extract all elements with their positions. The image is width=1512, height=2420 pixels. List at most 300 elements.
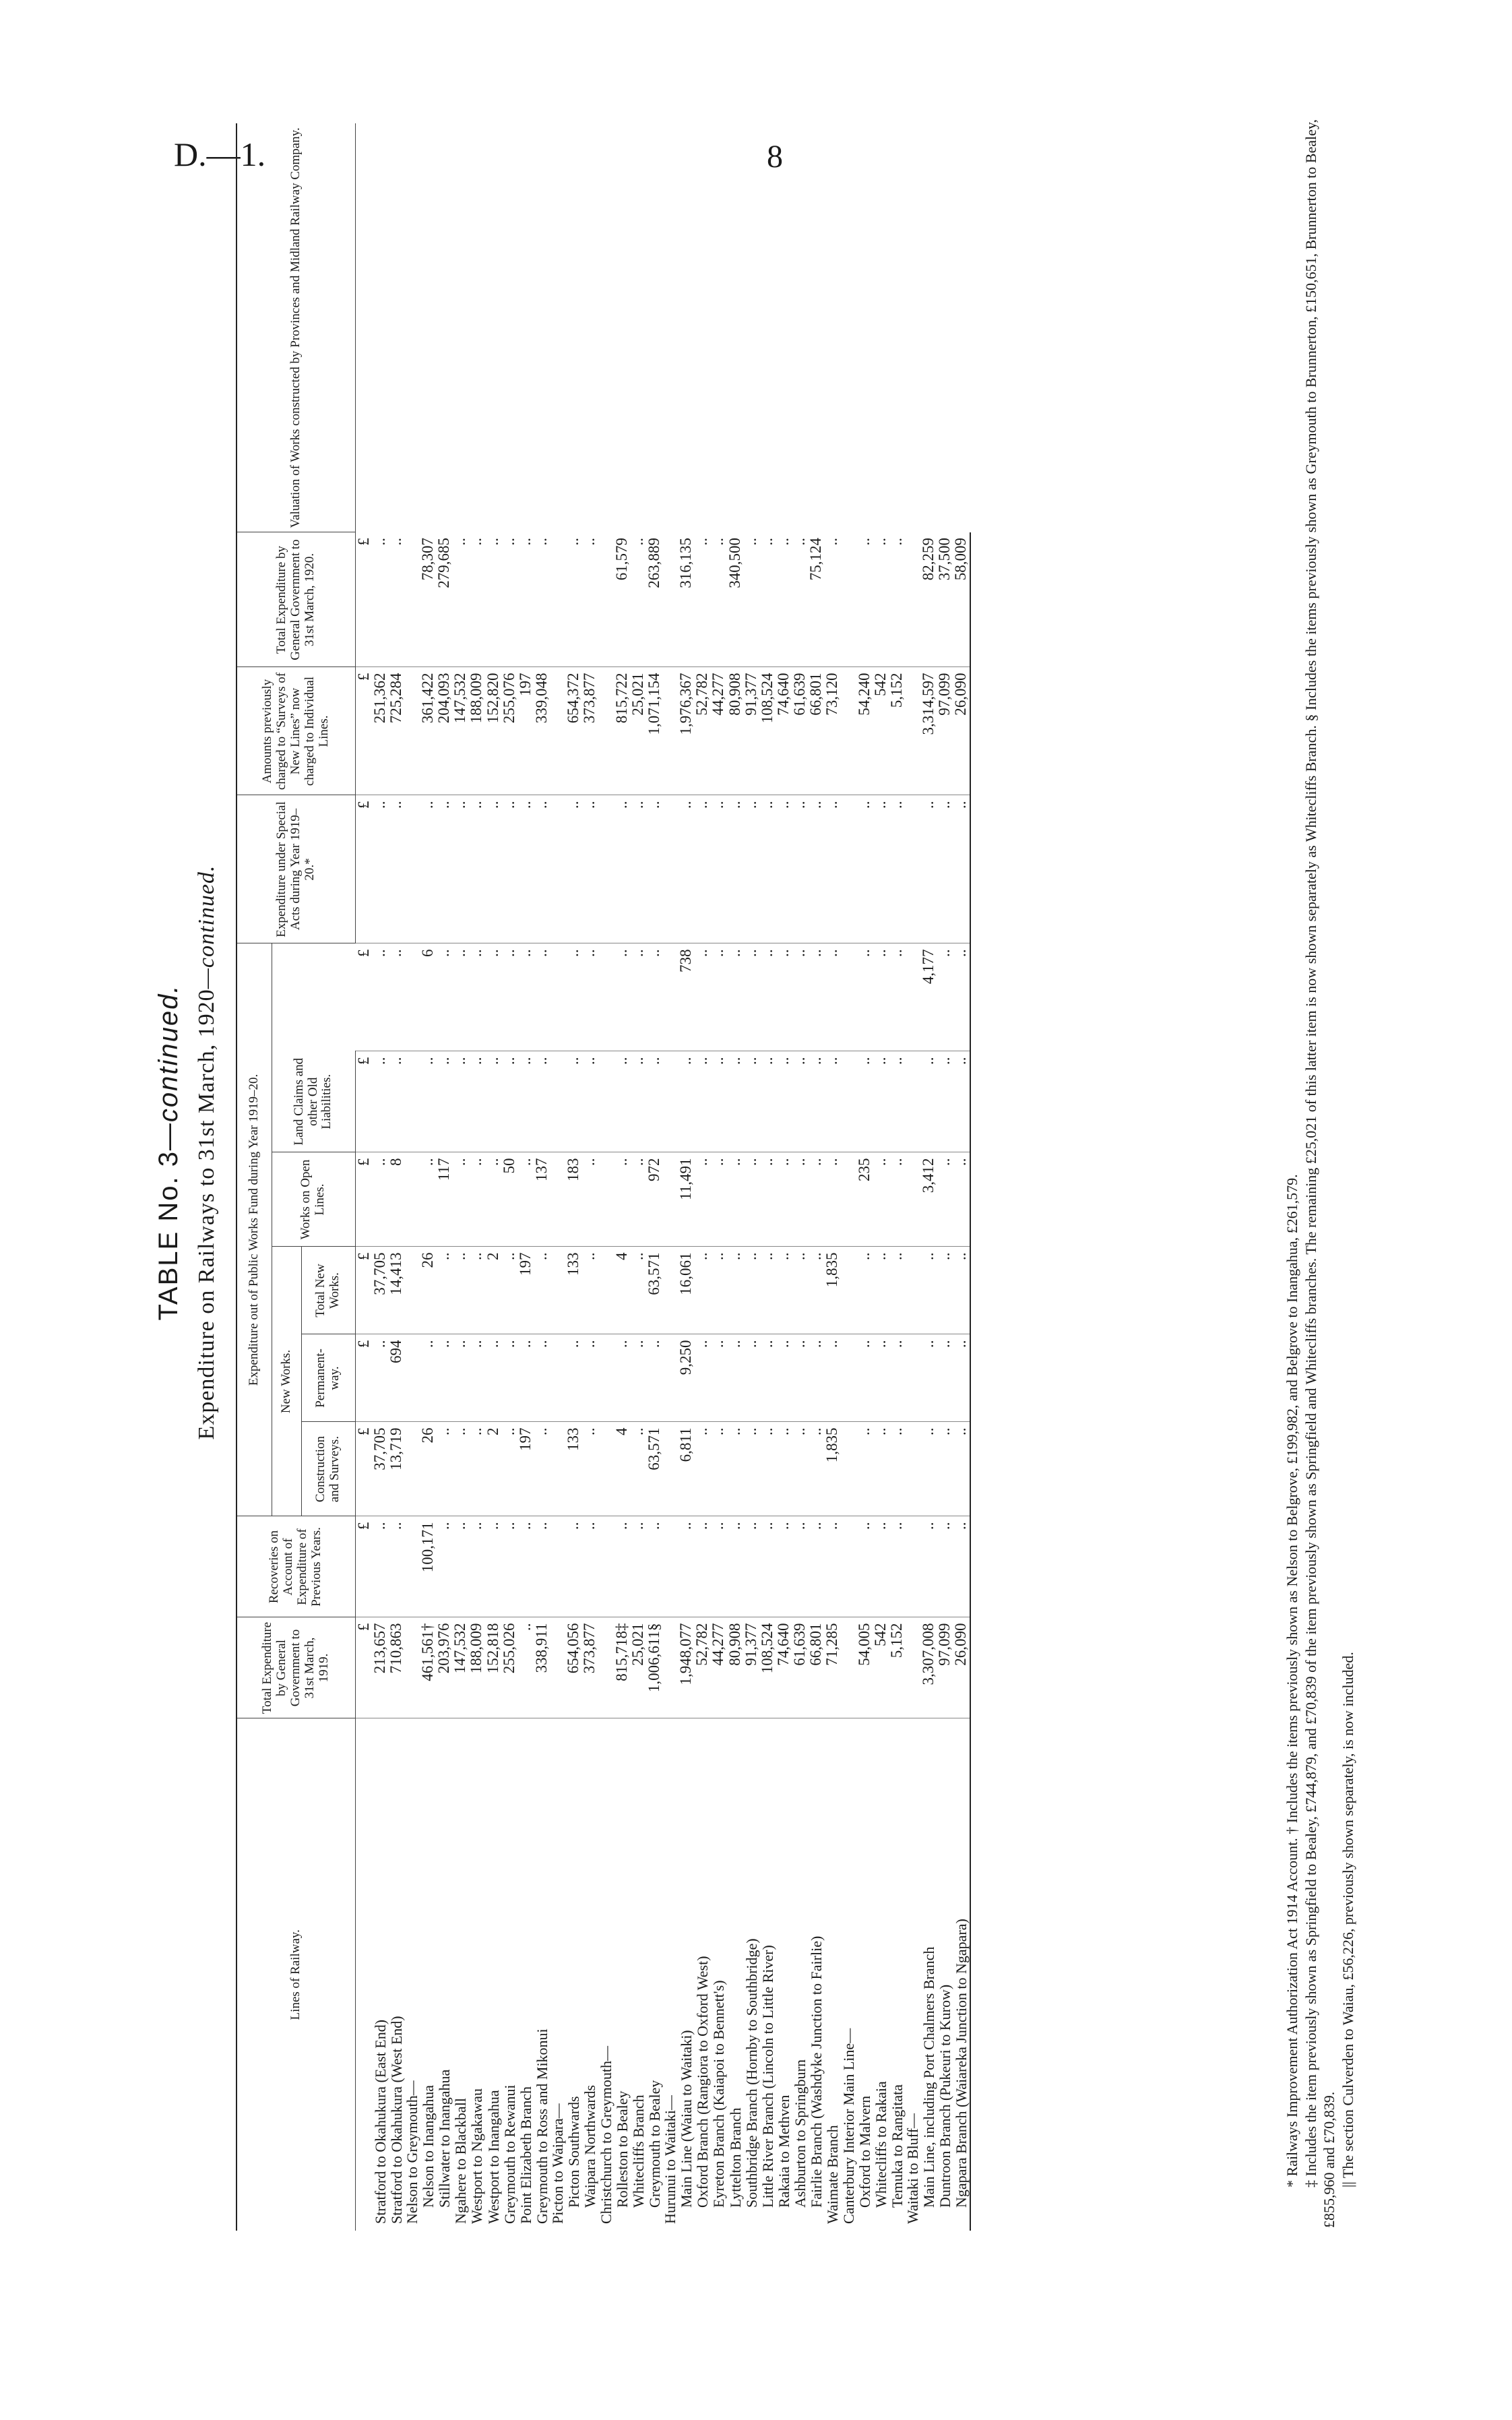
cell-constr: .. (743, 1422, 759, 1516)
cell-constr: .. (452, 1422, 468, 1516)
cell-special: 6 (420, 943, 436, 1051)
header-public-works-group: Expenditure out of Public Works Fund during Year 1919–20. (237, 943, 272, 1516)
cell-total: 1,976,367 (678, 667, 694, 795)
cell-open: .. (485, 1152, 501, 1247)
table-continued: —continued. (154, 984, 183, 1151)
cell-constr (841, 1422, 856, 1516)
cell-land: .. (646, 1051, 662, 1152)
cell-line-of-railway: Whitecliffs to Rakaia (872, 2081, 889, 2208)
cell-total: 339,048 (534, 667, 550, 795)
cell-perm: .. (727, 1334, 743, 1422)
cell-constr: .. (727, 1422, 743, 1516)
cell-val: .. (792, 532, 808, 667)
cell-val: .. (581, 532, 598, 667)
table-row (355, 123, 372, 2231)
cell-total: 74,640 (776, 667, 792, 795)
cell-tnew: 197 (517, 1247, 534, 1334)
cell-perm: .. (485, 1334, 501, 1422)
cell-val (404, 532, 420, 667)
cell-open (905, 1152, 920, 1247)
cell-open: .. (937, 1152, 953, 1247)
cell-land: .. (920, 1051, 937, 1152)
cell-land: .. (614, 1051, 630, 1152)
cell-land: .. (420, 1051, 436, 1152)
cell-tnew: .. (743, 1247, 759, 1334)
cell-open: 117 (436, 1152, 452, 1247)
cell-total (905, 667, 920, 795)
cell-special (404, 943, 420, 1051)
cell-total: 61,639 (792, 667, 808, 795)
cell-tnew: .. (501, 1247, 517, 1334)
cell-tnew (841, 1247, 856, 1334)
cell-val: .. (824, 532, 840, 667)
cell-constr: 2 (485, 1422, 501, 1516)
cell-constr: .. (889, 1422, 905, 1516)
cell-open: .. (468, 1152, 484, 1247)
cell-constr: .. (581, 1422, 598, 1516)
table-row (614, 123, 630, 2231)
cell-total-prev (905, 1617, 920, 1718)
table-row (662, 123, 678, 2231)
cell-land: .. (953, 1051, 970, 1152)
cell-tnew: .. (468, 1247, 484, 1334)
cell-amounts (404, 795, 420, 943)
cell-open: .. (581, 1152, 598, 1247)
cell-recov: .. (678, 1516, 694, 1617)
table-row (517, 123, 534, 2231)
cell-special (598, 943, 614, 1051)
cell-total-prev: 25,021 (630, 1617, 646, 1718)
cell-perm: .. (856, 1334, 873, 1422)
cell-tnew: .. (727, 1247, 743, 1334)
table-row (372, 123, 388, 2231)
cell-line-of-railway (355, 1718, 372, 2231)
cell-amounts: .. (517, 795, 534, 943)
cell-land: .. (678, 1051, 694, 1152)
cell-val: .. (710, 532, 726, 667)
cell-total: 108,524 (759, 667, 776, 795)
table-row (534, 123, 550, 2231)
cell-special: .. (856, 943, 873, 1051)
cell-recov: .. (743, 1516, 759, 1617)
cell-open: .. (743, 1152, 759, 1247)
cell-recov: .. (873, 1516, 889, 1617)
cell-amounts: .. (889, 795, 905, 943)
cell-total: 3,314,597 (920, 667, 937, 795)
cell-open: .. (953, 1152, 970, 1247)
cell-land (550, 1051, 565, 1152)
cell-line-of-railway: Picton Southwards (565, 2096, 583, 2208)
table-row (824, 123, 840, 2231)
cell-special: .. (824, 943, 840, 1051)
table-row (727, 123, 743, 2231)
cell-tnew: 4 (614, 1247, 630, 1334)
cell-total-prev: 5,152 (889, 1617, 905, 1718)
cell-perm: .. (824, 1334, 840, 1422)
cell-open: .. (873, 1152, 889, 1247)
cell-val (841, 532, 856, 667)
cell-perm: .. (468, 1334, 484, 1422)
cell-open: 8 (388, 1152, 404, 1247)
cell-tnew: .. (856, 1247, 873, 1334)
cell-total: 654,372 (565, 667, 581, 795)
cell-val: .. (776, 532, 792, 667)
cell-val: 58,009 (953, 532, 970, 667)
cell-total-prev: 26,090 (953, 1617, 970, 1718)
table-row (856, 123, 873, 2231)
cell-total: 197 (517, 667, 534, 795)
cell-land: .. (743, 1051, 759, 1152)
cell-amounts: .. (468, 795, 484, 943)
cell-total-prev: 61,639 (792, 1617, 808, 1718)
cell-recov: .. (808, 1516, 824, 1617)
cell-line-of-railway: Greymouth to Ross and Mikonui (534, 2028, 551, 2224)
cell-special: .. (808, 943, 824, 1051)
table-row (550, 123, 565, 2231)
cell-constr: .. (920, 1422, 937, 1516)
table-row (485, 123, 501, 2231)
cell-total (841, 667, 856, 795)
cell-amounts (841, 795, 856, 943)
cell-land: .. (937, 1051, 953, 1152)
cell-constr: .. (792, 1422, 808, 1516)
cell-total-prev: 203,976 (436, 1617, 452, 1718)
cell-val: .. (534, 532, 550, 667)
cell-line-of-railway: Greymouth to Rewanui (501, 2084, 518, 2224)
cell-recov: .. (581, 1516, 598, 1617)
cell-perm: .. (630, 1334, 646, 1422)
cell-perm: .. (937, 1334, 953, 1422)
cell-total-prev: 338,911 (534, 1617, 550, 1718)
cell-land: .. (856, 1051, 873, 1152)
cell-open: .. (452, 1152, 468, 1247)
cell-val: .. (759, 532, 776, 667)
cell-constr: 37,705 (372, 1422, 388, 1516)
cell-recov: .. (759, 1516, 776, 1617)
cell-tnew (598, 1247, 614, 1334)
cell-total (662, 667, 678, 795)
cell-constr: .. (501, 1422, 517, 1516)
rotated-table-region (141, 61, 1422, 2244)
cell-recov: .. (727, 1516, 743, 1617)
cell-tnew: .. (759, 1247, 776, 1334)
cell-special: .. (727, 943, 743, 1051)
cell-total: 361,422 (420, 667, 436, 795)
cell-recov: .. (856, 1516, 873, 1617)
cell-constr: 1,835 (824, 1422, 840, 1516)
cell-perm: .. (792, 1334, 808, 1422)
cell-recov: .. (565, 1516, 581, 1617)
page-reference: D.—1. (174, 135, 266, 173)
cell-recov: .. (388, 1516, 404, 1617)
cell-tnew: 63,571 (646, 1247, 662, 1334)
cell-total-prev: £ (355, 1617, 372, 1718)
cell-special: .. (468, 943, 484, 1051)
table-row (646, 123, 662, 2231)
cell-line-of-railway: Waitaki to Bluff— (904, 2113, 922, 2224)
cell-special: .. (776, 943, 792, 1051)
cell-special: .. (873, 943, 889, 1051)
cell-total-prev: 71,285 (824, 1617, 840, 1718)
cell-total-prev: 255,026 (501, 1617, 517, 1718)
cell-line-of-railway: Westport to Inangahua (484, 2090, 502, 2224)
cell-perm: .. (517, 1334, 534, 1422)
cell-total (404, 667, 420, 795)
cell-line-of-railway: Main Line, including Port Chalmers Branch (920, 1946, 938, 2208)
cell-perm (662, 1334, 678, 1422)
cell-val (662, 532, 678, 667)
cell-perm: .. (743, 1334, 759, 1422)
cell-amounts: .. (436, 795, 452, 943)
cell-line-of-railway: Ngapara Branch (Waiareka Junction to Ngapara) (953, 1718, 970, 2231)
cell-tnew: .. (776, 1247, 792, 1334)
cell-total: 26,090 (953, 667, 970, 795)
table-row (953, 123, 970, 2231)
cell-constr: .. (710, 1422, 726, 1516)
header-recoveries: Recoveries on Account of Expenditure of Previous Years. (237, 1516, 355, 1617)
cell-total-prev (598, 1617, 614, 1718)
cell-tnew: 26 (420, 1247, 436, 1334)
cell-perm: .. (889, 1334, 905, 1422)
cell-special: .. (372, 943, 388, 1051)
table-row (889, 123, 905, 2231)
cell-land: .. (824, 1051, 840, 1152)
cell-total-prev: 213,657 (372, 1617, 388, 1718)
cell-special: .. (501, 943, 517, 1051)
table-row (501, 123, 517, 2231)
cell-special: .. (452, 943, 468, 1051)
cell-val: .. (743, 532, 759, 667)
cell-recov: .. (517, 1516, 534, 1617)
page-number: 8 (767, 139, 783, 175)
cell-amounts (598, 795, 614, 943)
cell-total: 188,009 (468, 667, 484, 795)
header-special-acts: Expenditure under Special Acts during Year 1919–20.* (237, 795, 355, 943)
cell-val: .. (501, 532, 517, 667)
cell-amounts: .. (937, 795, 953, 943)
cell-perm: .. (646, 1334, 662, 1422)
header-construction: Construction and Surveys. (301, 1422, 355, 1516)
cell-tnew: .. (534, 1247, 550, 1334)
cell-recov: .. (614, 1516, 630, 1617)
cell-val: .. (694, 532, 710, 667)
cell-open: .. (614, 1152, 630, 1247)
cell-line-of-railway: Stratford to Okahukura (East End) (371, 2019, 389, 2224)
cell-special: .. (436, 943, 452, 1051)
cell-total: 54,240 (856, 667, 873, 795)
header-permanent-way: Permanent-way. (301, 1334, 355, 1422)
cell-open: .. (710, 1152, 726, 1247)
cell-open: .. (694, 1152, 710, 1247)
cell-total-prev (404, 1617, 420, 1718)
cell-perm: .. (534, 1334, 550, 1422)
cell-perm: .. (614, 1334, 630, 1422)
cell-land: .. (372, 1051, 388, 1152)
cell-line-of-railway: Rolleston to Bealey (613, 2090, 631, 2208)
cell-tnew: 14,413 (388, 1247, 404, 1334)
cell-constr: 133 (565, 1422, 581, 1516)
cell-total-prev: 815,718‡ (614, 1617, 630, 1718)
cell-recov (550, 1516, 565, 1617)
cell-line-of-railway: Temuka to Rangitata (888, 2084, 906, 2208)
cell-tnew (550, 1247, 565, 1334)
cell-total: 73,120 (824, 667, 840, 795)
cell-line-of-railway: Oxford to Malvern (856, 2095, 873, 2208)
cell-land: .. (889, 1051, 905, 1152)
cell-tnew: .. (953, 1247, 970, 1334)
cell-land: .. (759, 1051, 776, 1152)
cell-recov: .. (534, 1516, 550, 1617)
cell-perm (404, 1334, 420, 1422)
table-row (452, 123, 468, 2231)
cell-total: 1,071,154 (646, 667, 662, 795)
cell-total: 204,093 (436, 667, 452, 795)
footnotes (1283, 71, 1357, 2228)
cell-perm: .. (565, 1334, 581, 1422)
cell-recov: .. (710, 1516, 726, 1617)
cell-open (404, 1152, 420, 1247)
cell-amounts (905, 795, 920, 943)
cell-special: 4,177 (920, 943, 937, 1051)
table-row (694, 123, 710, 2231)
cell-total: 542 (873, 667, 889, 795)
cell-amounts (662, 795, 678, 943)
header-amounts-prev: Amounts previously charged to “Surveys of New Lines” now charged to Individual Lines. (237, 667, 355, 795)
cell-line-of-railway: Waimate Branch (824, 2125, 842, 2224)
cell-total-prev: 147,532 (452, 1617, 468, 1718)
cell-line-of-railway: Rakaia to Methven (776, 2095, 793, 2208)
cell-val: 82,259 (920, 532, 937, 667)
cell-land: .. (694, 1051, 710, 1152)
cell-val (905, 532, 920, 667)
cell-tnew (662, 1247, 678, 1334)
cell-perm: .. (953, 1334, 970, 1422)
cell-tnew: .. (436, 1247, 452, 1334)
table-row (759, 123, 776, 2231)
cell-constr (905, 1422, 920, 1516)
cell-total-prev: 66,801 (808, 1617, 824, 1718)
cell-amounts: .. (614, 795, 630, 943)
cell-perm: £ (355, 1334, 372, 1422)
cell-open (550, 1152, 565, 1247)
table-title (154, 61, 184, 2244)
cell-amounts: .. (565, 795, 581, 943)
cell-amounts (550, 795, 565, 943)
cell-val: 340,500 (727, 532, 743, 667)
cell-land: .. (388, 1051, 404, 1152)
cell-constr (662, 1422, 678, 1516)
table-row (920, 123, 937, 2231)
cell-special: .. (630, 943, 646, 1051)
cell-perm: .. (420, 1334, 436, 1422)
cell-recov: .. (937, 1516, 953, 1617)
cell-recov: .. (436, 1516, 452, 1617)
cell-line-of-railway: Main Line (Waiau to Waitaki) (678, 2030, 695, 2208)
cell-open: 137 (534, 1152, 550, 1247)
cell-line-of-railway: Greymouth to Bealey (645, 2080, 663, 2208)
cell-perm: .. (920, 1334, 937, 1422)
table-row (710, 123, 726, 2231)
cell-amounts: .. (953, 795, 970, 943)
cell-constr: .. (534, 1422, 550, 1516)
cell-recov: .. (824, 1516, 840, 1617)
cell-val: 78,307 (420, 532, 436, 667)
table-row (436, 123, 452, 2231)
cell-line-of-railway: Duntroon Branch (Pukeuri to Kurow) (937, 1984, 954, 2208)
cell-constr (550, 1422, 565, 1516)
cell-perm (598, 1334, 614, 1422)
cell-amounts: .. (808, 795, 824, 943)
cell-special: .. (937, 943, 953, 1051)
cell-total (598, 667, 614, 795)
cell-land (905, 1051, 920, 1152)
cell-recov: .. (953, 1516, 970, 1617)
cell-val (598, 532, 614, 667)
cell-amounts: .. (646, 795, 662, 943)
cell-total: 5,152 (889, 667, 905, 795)
cell-land: .. (534, 1051, 550, 1152)
cell-recov: .. (792, 1516, 808, 1617)
cell-recov (404, 1516, 420, 1617)
cell-amounts: .. (727, 795, 743, 943)
cell-special: .. (565, 943, 581, 1051)
cell-val: .. (889, 532, 905, 667)
cell-line-of-railway: Southbridge Branch (Hornby to Southbridge) (743, 1938, 760, 2208)
cell-land: .. (468, 1051, 484, 1152)
cell-tnew: .. (694, 1247, 710, 1334)
cell-total-prev: 91,377 (743, 1617, 759, 1718)
cell-amounts: .. (420, 795, 436, 943)
subtitle-continued: —continued. (194, 865, 219, 989)
cell-amounts: .. (743, 795, 759, 943)
cell-total: 147,532 (452, 667, 468, 795)
cell-constr: 26 (420, 1422, 436, 1516)
cell-special: .. (614, 943, 630, 1051)
cell-tnew: 37,705 (372, 1247, 388, 1334)
cell-amounts: .. (873, 795, 889, 943)
footnote: || The section Culverden to Waiau, £56,226, previously shown separately, is now included. (1339, 1652, 1356, 2188)
table-row (792, 123, 808, 2231)
cell-open: 11,491 (678, 1152, 694, 1247)
cell-amounts: £ (355, 795, 372, 943)
cell-line-of-railway: Waipara Northwards (581, 2084, 599, 2208)
cell-recov: .. (372, 1516, 388, 1617)
cell-land: .. (436, 1051, 452, 1152)
cell-land: .. (517, 1051, 534, 1152)
cell-constr: .. (630, 1422, 646, 1516)
cell-special: £ (355, 943, 372, 1051)
cell-open: .. (420, 1152, 436, 1247)
cell-recov: .. (452, 1516, 468, 1617)
cell-tnew: .. (792, 1247, 808, 1334)
cell-recov (598, 1516, 614, 1617)
cell-tnew: .. (581, 1247, 598, 1334)
header-new-works: New Works. (272, 1247, 301, 1516)
cell-total-prev: 542 (873, 1617, 889, 1718)
cell-total: £ (355, 667, 372, 795)
cell-total: 66,801 (808, 667, 824, 795)
cell-tnew: 16,061 (678, 1247, 694, 1334)
cell-special: .. (517, 943, 534, 1051)
cell-recov (905, 1516, 920, 1617)
cell-total: 152,820 (485, 667, 501, 795)
cell-recov: .. (920, 1516, 937, 1617)
header-lines: Lines of Railway. (237, 1718, 355, 2231)
cell-constr: .. (776, 1422, 792, 1516)
cell-recov (841, 1516, 856, 1617)
cell-special (550, 943, 565, 1051)
cell-open: .. (630, 1152, 646, 1247)
